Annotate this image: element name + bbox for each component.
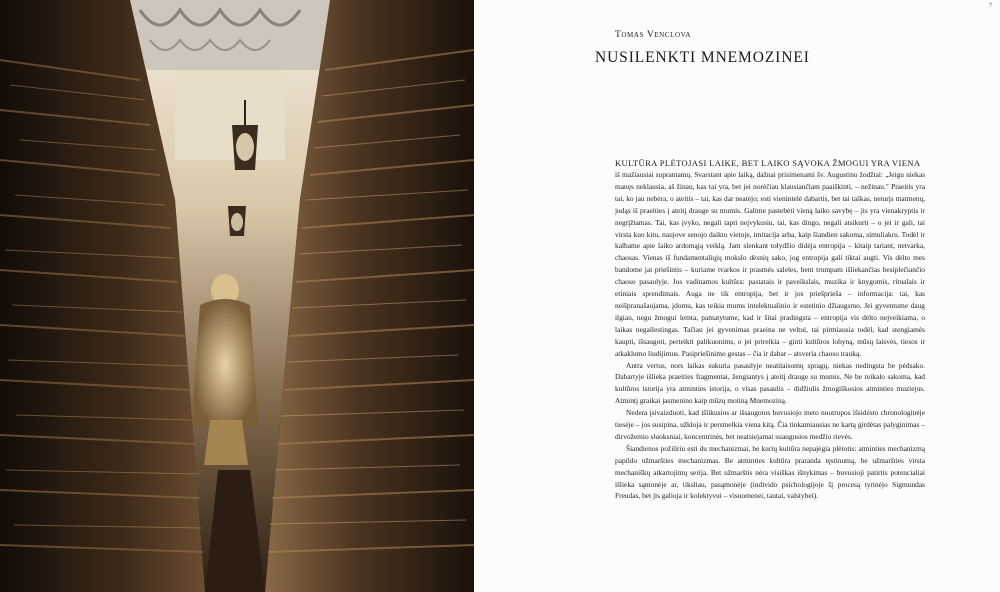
author-name: Tomas Venclova	[615, 30, 692, 40]
article-title: NUSILENKTI MNEMOZINEI	[595, 49, 810, 66]
paragraph-3: Nedera įsivaizduoti, kad išlikusios ar išsaugotos buvusiojo meto nuotrupos išsidėsto chronologinėje tiesėje – jos susipina, užkloja ir persmelkia viena kitą. Čia tinkamiausias ne kartą girdėtas palyginimas – dirvožemio sluoksniai, koncentrinės, bet neatsiejamai suaugusios medžio rievės.	[615, 408, 925, 441]
archive-photo-illustration	[0, 0, 474, 592]
page-number: 7	[989, 3, 992, 9]
paragraph-2: Antra vertus, nors laikas sukuria pasaulyje neatitaisomų spragų, niekas nedingsta be pėdsako. Dabartyje išlieka praeities fragmentai, žengiantys į ateitį drauge su mumis. Ne be reikalo sakoma, kad kultūros istorija yra atminties istorija, o visas pasaulis – didžiulis žmogiškosios atminties muziejus. Atmintį graikai jasmenino kaip mūzų motiną Mnemoziną.	[615, 360, 925, 406]
text-page	[474, 0, 1000, 592]
paragraph-4: Šiandienos požiūriu esti du mechanizmai, be kurių kultūra nepajėgia plėtotis: atminties mechanizmą papildo užmaršties mechanizmas. Be atminties kultūra praranda tęstinumą, be užmaršties virsta mechaniškų atkartojimų serija. Bet užmarštis nėra visiškas išnykimas – buvusioji patirtis potencialiai išlieka sąmonėje ar, tiksliau, pasąmonėje (individo psichologijoje šį procesą tyrinėjo Sigmundas Freudas, bet jis galioja ir kolektyvui – visuomenei, tautai, valstybei).	[615, 443, 925, 501]
article-lead-heading: KULTŪRA PLĖTOJASI LAIKE, BET LAIKO SĄVOKA ŽMOGUI YRA VIENA	[615, 158, 921, 168]
archive-corridor-photo	[0, 0, 474, 592]
paragraph-1: iš mažiausiai suprantamų. Svarstant apie laiką, dažnai prisimenami šv. Augustino žodžiai: „Jeigu niekas manęs neklausia, aš žinau, kas tai yra, bet jei norėčiau klausiančiam paaiškinti, – nežinau." Praeitis yra tai, ko jau nebėra, o ateitis – tai, kas dar neatėjo; esti vienintelė dabartis, bet tai taškas, neturįs matmenų, judąs iš praeities į ateitį drauge su mumis. Galime pastebėti vieną laiko savybę – jis yra vienakryptis ir negrįžtamas. Tai, kas įvyko, negali tapti neįvykusiu, tai, kas dingo, negali atsikurti – o jei ir gali, tai virsta kuo kitu, naujove senojo daikto vietoje, imitacija arba, kaip šiandien sakoma, simuliakru. Todėl ir kalbame apie laiko ardomąją veiklą. Jam slenkant tolydžio didėja entropija – kitaip tariant, netvarka, chaosas. Vienas iš fundamentaliųjų mokslo dėsnių sako, jog entropija gali tiktai augti. Vis dėlto mes bandome jai priešintis – kuriame tvarkos ir prasmės saleles, bent trumpam išliekančias besiplečiančio chaoso pasaulyje. Jos vadinamos kultūra: pastatais ir paveikslais, muzika ir knygomis, ritualais ir etiniais sprendimais. Auga ne tik entropija, bet ir jos priešprieša – informacija: tai, kas neišpranašaujama, įdomu, kas teikia mums intelektualinio ir estetinio džiaugsmo. Jei gyventume daug ilgiau, negu žmogui lemta, pamatytume, kad ir šitai pradingsta – entropija vis dėlto nejveikiama, o laikas negailestingas. Tačiau jei gyvenimas praeina ne veltui, tai pirmiausia todėl, kad stengiamės kaupti, išsaugoti, perteikti palikuonims, o jei prireikia – ginti kultūros lobyną, mūsų laisvės, tiesos ir atkaklumo liudijimus. Pasipriešinimo gestas – čia ir dabar – atsveria chaoso trauką.	[615, 170, 925, 358]
article-body	[615, 157, 925, 502]
